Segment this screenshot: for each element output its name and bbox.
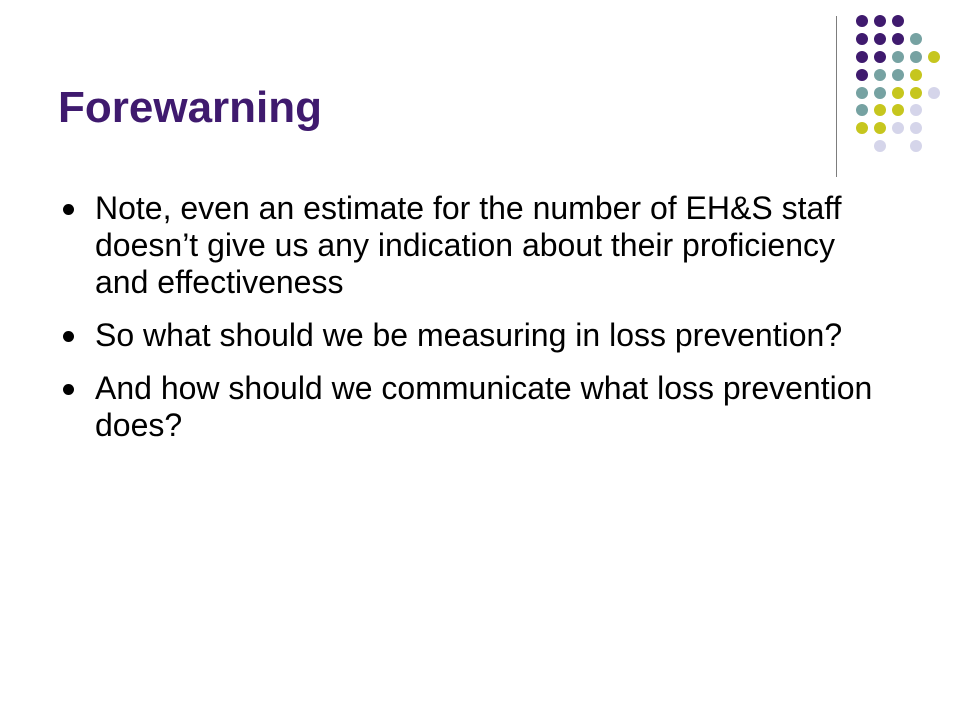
bullet-item xyxy=(58,190,878,301)
bullet-text: So what should we be measuring in loss prevention? xyxy=(95,317,843,353)
dot xyxy=(874,33,886,45)
dot xyxy=(856,69,868,81)
dot xyxy=(910,87,922,99)
dot xyxy=(892,87,904,99)
dot xyxy=(856,87,868,99)
dot xyxy=(874,104,886,116)
dot xyxy=(892,122,904,134)
dot xyxy=(892,15,904,27)
bullet-item xyxy=(58,370,878,444)
dot xyxy=(910,33,922,45)
dot xyxy=(874,69,886,81)
dot xyxy=(874,140,886,152)
dot xyxy=(856,104,868,116)
dot xyxy=(892,51,904,63)
dot xyxy=(910,140,922,152)
dot xyxy=(928,87,940,99)
dot xyxy=(910,51,922,63)
bullet-item xyxy=(58,317,878,354)
dot xyxy=(856,33,868,45)
dot xyxy=(874,87,886,99)
dot xyxy=(892,104,904,116)
bullet-marker-icon xyxy=(63,331,74,342)
dot xyxy=(910,104,922,116)
dot xyxy=(892,33,904,45)
vertical-divider xyxy=(836,16,837,177)
bullet-marker-icon xyxy=(63,204,74,215)
bullet-marker-icon xyxy=(63,384,74,395)
dot xyxy=(910,69,922,81)
bullet-text: Note, even an estimate for the number of EH&S staff doesn’t give us any indication about their proficiency and effectiveness xyxy=(95,190,842,300)
slide-title: Forewarning xyxy=(58,83,323,132)
dot xyxy=(856,122,868,134)
dot xyxy=(856,51,868,63)
dot xyxy=(874,51,886,63)
dot xyxy=(910,122,922,134)
dot xyxy=(874,122,886,134)
dot xyxy=(928,51,940,63)
bullet-list xyxy=(58,190,878,460)
bullet-text: And how should we communicate what loss prevention does? xyxy=(95,370,873,443)
dot xyxy=(874,15,886,27)
dot xyxy=(856,15,868,27)
dot xyxy=(892,69,904,81)
